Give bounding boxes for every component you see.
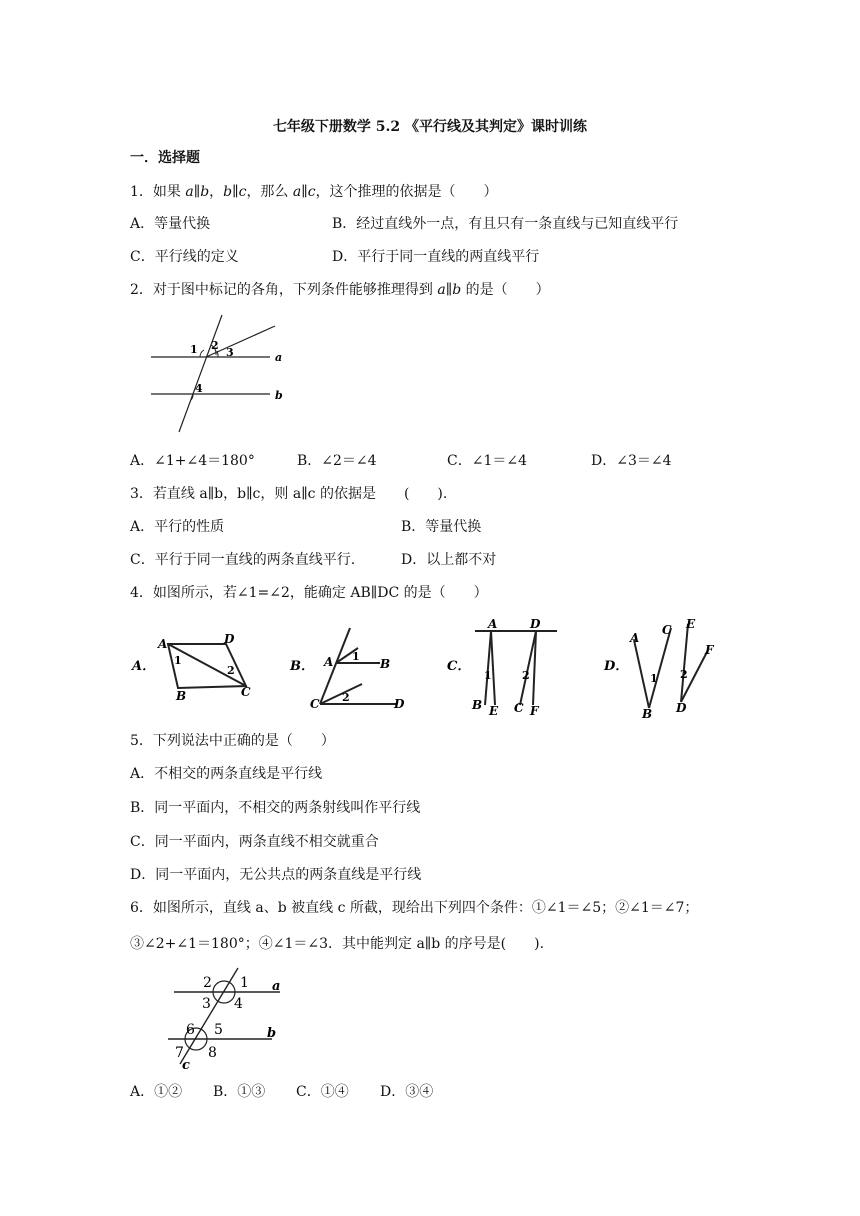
q1-option-a: A．等量代换: [130, 216, 211, 232]
q4-figure-c-angle-1: 1: [484, 669, 492, 682]
q3-option-d: D．以上都不对: [401, 552, 497, 568]
q4-figure-c-point-b: B: [472, 698, 483, 712]
q4-figure-c: [445, 615, 565, 718]
q4-figure-b-point-d: D: [394, 697, 405, 711]
q4-figure-d-angle-1: 1: [650, 672, 658, 685]
q6-line-label-c: c: [182, 1058, 190, 1073]
q4-figure-d-point-a: A: [630, 631, 640, 645]
q6-option-a: A．①②: [130, 1084, 183, 1100]
q5-option-d: D．同一平面内，无公共点的两条直线是平行线: [130, 867, 422, 883]
section-heading: 一．选择题: [130, 150, 200, 166]
q6-line-label-b: b: [267, 1026, 277, 1041]
q6-stem-line2: ③∠2+∠1＝180°；④∠1＝∠3．其中能判定 a∥b 的序号是( ).: [130, 936, 545, 952]
q4-figure-a-tag: A．: [132, 659, 156, 674]
q4-figure-d-point-f: F: [705, 643, 714, 657]
q3-option-a: A．平行的性质: [130, 519, 225, 535]
q6-angle-label-7: 7: [175, 1045, 184, 1061]
q5-option-b: B．同一平面内，不相交的两条射线叫作平行线: [130, 800, 421, 816]
q5-stem: 5．下列说法中正确的是（ ）: [130, 733, 335, 749]
q4-figure-d-point-b: B: [642, 707, 653, 721]
q2-angle-label-4: 4: [195, 382, 203, 395]
q4-figure-a-point-c: C: [241, 685, 251, 699]
q4-figure-a-point-b: B: [176, 689, 187, 703]
q2-option-a: A．∠1+∠4＝180°: [130, 453, 255, 469]
q6-option-b: B．①③: [213, 1084, 266, 1100]
q2-line-label-b: b: [275, 389, 283, 402]
q3-stem: 3．若直线 a∥b，b∥c，则 a∥c 的依据是 ( ).: [130, 486, 448, 502]
q6-stem-line1: 6．如图所示，直线 a、b 被直线 c 所截，现给出下列四个条件：①∠1＝∠5；②∠1＝∠7；: [130, 900, 699, 916]
q4-figure-d-point-d: D: [676, 701, 687, 715]
q4-figure-b-angle-2: 2: [342, 691, 350, 704]
q1-option-b: B．经过直线外一点，有且只有一条直线与已知直线平行: [332, 216, 679, 232]
q1-option-c: C．平行线的定义: [130, 249, 239, 265]
q4-figure-b-point-c: C: [310, 697, 320, 711]
q6-angle-label-5: 5: [214, 1022, 223, 1038]
q4-figure-c-tag: C．: [447, 659, 471, 674]
q6-angle-label-4: 4: [234, 996, 243, 1012]
q4-figure-c-point-d: D: [530, 617, 541, 631]
q4-figure-b-point-a: A: [324, 655, 334, 669]
q4-figure-c-point-e: E: [489, 704, 499, 718]
q4-figure-c-point-c: C: [514, 701, 524, 715]
q3-option-c: C．平行于同一直线的两条直线平行.: [130, 552, 356, 568]
q4-figure-d: [602, 612, 727, 721]
q4-figure-c-point-a: A: [488, 617, 498, 631]
q2-angle-label-1: 1: [190, 343, 198, 356]
q4-figure-c-point-f: F: [530, 704, 539, 718]
q6-line-label-a: a: [272, 979, 281, 994]
q4-figure-a: [130, 630, 260, 703]
q2-angle-label-3: 3: [226, 346, 234, 359]
q4-figure-b-tag: B．: [290, 659, 314, 674]
q2-option-d: D．∠3＝∠4: [591, 453, 672, 469]
q1-stem: 1．如果 a∥b，b∥c，那么 a∥c，这个推理的依据是（ ）: [130, 184, 498, 200]
q4-figure-d-angle-2: 2: [680, 668, 688, 681]
q2-stem: 2．对于图中标记的各角，下列条件能够推理得到 a∥b 的是（ ）: [130, 282, 550, 298]
q4-figure-c-angle-2: 2: [522, 669, 530, 682]
q4-figure-b-angle-1: 1: [352, 650, 360, 663]
q2-figure: [145, 312, 295, 438]
q2-option-c: C．∠1＝∠4: [447, 453, 527, 469]
q4-figure-a-angle-1: 1: [174, 654, 182, 667]
q2-angle-label-2: 2: [211, 339, 219, 352]
q2-line-label-a: a: [275, 351, 283, 364]
q6-angle-label-2: 2: [203, 975, 212, 991]
q4-figure-d-point-c: C: [662, 623, 672, 637]
q5-option-c: C．同一平面内，两条直线不相交就重合: [130, 834, 379, 850]
q2-option-b: B．∠2＝∠4: [297, 453, 377, 469]
q4-figure-b: [288, 622, 408, 712]
q4-figure-a-point-a: A: [158, 637, 168, 651]
q4-figure-a-angle-2: 2: [227, 664, 235, 677]
q5-option-a: A．不相交的两条直线是平行线: [130, 766, 323, 782]
q3-option-b: B．等量代换: [401, 519, 482, 535]
q1-option-d: D．平行于同一直线的两直线平行: [332, 249, 540, 265]
q4-figure-b-point-b: B: [380, 657, 391, 671]
q6-option-c: C．①④: [296, 1084, 349, 1100]
q6-figure: [160, 966, 295, 1073]
page-title: 七年级下册数学 5.2 《平行线及其判定》课时训练: [272, 119, 588, 135]
q6-angle-label-1: 1: [240, 975, 249, 991]
q6-option-d: D．③④: [380, 1084, 434, 1100]
q4-figure-a-point-d: D: [224, 632, 235, 646]
q6-angle-label-8: 8: [208, 1045, 217, 1061]
q4-figure-d-point-e: E: [686, 617, 696, 631]
q4-figure-d-tag: D．: [604, 659, 629, 674]
q4-stem: 4．如图所示，若∠1=∠2，能确定 AB∥DC 的是（ ）: [130, 585, 488, 601]
q6-angle-label-3: 3: [202, 996, 211, 1012]
q6-angle-label-6: 6: [186, 1022, 195, 1038]
